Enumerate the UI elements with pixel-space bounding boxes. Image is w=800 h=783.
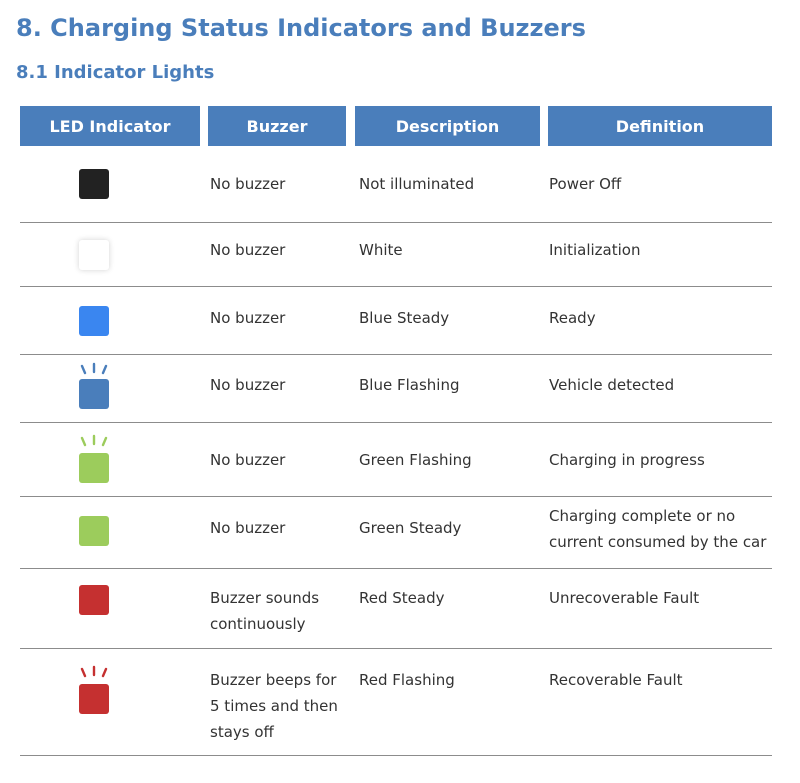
flash-rays-icon (77, 434, 111, 448)
buzzer-cell: No buzzer (210, 309, 286, 327)
description-cell: Green Steady (359, 519, 462, 537)
header-definition: Definition (548, 106, 772, 146)
definition-cell: Ready (549, 309, 596, 327)
definition-cell: Recoverable Fault (549, 671, 683, 689)
description-cell: Not illuminated (359, 175, 475, 193)
led-off-icon (79, 169, 109, 199)
header-buzzer: Buzzer (208, 106, 346, 146)
description-cell: White (359, 241, 403, 259)
description-cell: Blue Flashing (359, 376, 460, 394)
section-title: 8. Charging Status Indicators and Buzzers (16, 14, 586, 42)
led-blue-flashing-icon (79, 379, 109, 409)
definition-cell: Initialization (549, 241, 641, 259)
buzzer-cell: Buzzer sounds continuously (210, 589, 320, 633)
buzzer-cell: No buzzer (210, 451, 286, 469)
table-row (20, 223, 772, 287)
header-description: Description (355, 106, 540, 146)
definition-cell: Vehicle detected (549, 376, 675, 394)
table-row (20, 497, 772, 569)
flash-rays-icon (77, 665, 111, 679)
flash-rays-icon (77, 362, 111, 376)
description-cell: Red Flashing (359, 671, 455, 689)
led-red-icon (79, 585, 109, 615)
description-cell: Red Steady (359, 589, 445, 607)
definition-cell: Charging complete or no current consumed by the car (549, 507, 767, 551)
definition-cell: Power Off (549, 175, 622, 193)
led-green-icon (79, 516, 109, 546)
description-cell: Blue Steady (359, 309, 450, 327)
led-green-flashing-icon (79, 453, 109, 483)
table-row (20, 423, 772, 497)
led-red-flashing-icon (79, 684, 109, 714)
buzzer-cell: No buzzer (210, 175, 286, 193)
buzzer-cell: Buzzer beeps for 5 times and then stays off (210, 671, 338, 741)
buzzer-cell: No buzzer (210, 519, 286, 537)
led-white-icon (79, 240, 109, 270)
table-row (20, 649, 772, 756)
table-row (20, 355, 772, 423)
led-blue-icon (79, 306, 109, 336)
table-row (20, 287, 772, 355)
description-cell: Green Flashing (359, 451, 472, 469)
header-led-indicator: LED Indicator (20, 106, 200, 146)
buzzer-cell: No buzzer (210, 376, 286, 394)
definition-cell: Charging in progress (549, 451, 705, 469)
section-subtitle: 8.1 Indicator Lights (16, 62, 215, 83)
definition-cell: Unrecoverable Fault (549, 589, 700, 607)
table-row (20, 569, 772, 649)
table-row (20, 160, 772, 223)
buzzer-cell: No buzzer (210, 241, 286, 259)
